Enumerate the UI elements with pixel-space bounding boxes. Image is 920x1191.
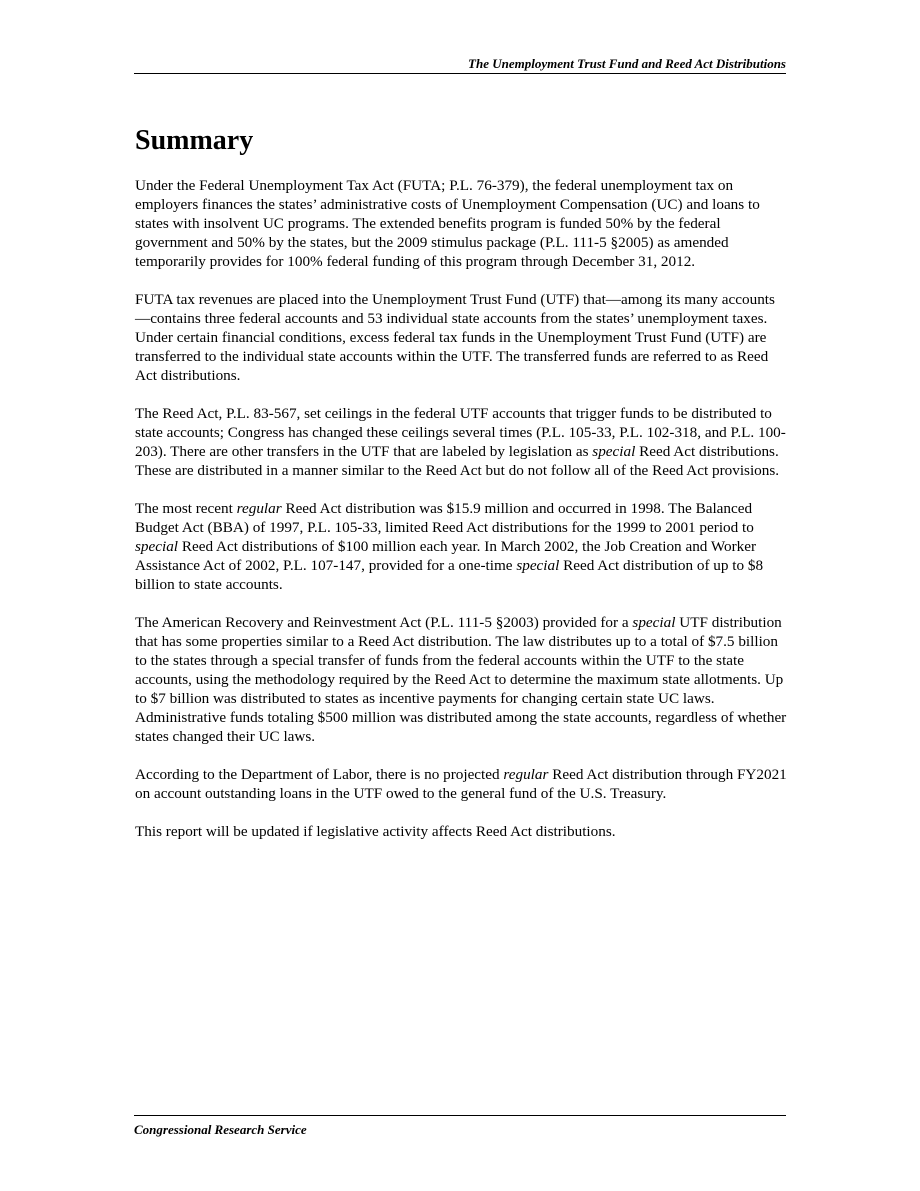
text-run: According to the Department of Labor, there is no projected (135, 766, 504, 783)
emphasis-term: special (516, 557, 560, 574)
paragraph-update-note: This report will be updated if legislative activity affects Reed Act distributions. (135, 823, 616, 840)
paragraph-arra (135, 613, 787, 746)
emphasis-term: special (135, 538, 179, 555)
text-run: Reed Act distributions. These are distributed in a manner similar to the Reed Act but do not follow all of the Reed Act provisions. (135, 443, 780, 479)
text-run: Reed Act distribution of up to $8 billion to state accounts. (135, 557, 764, 593)
emphasis-term: special (632, 614, 676, 631)
text-run: The American Recovery and Reinvestment Act (P.L. 111-5 §2003) provided for a (135, 614, 633, 631)
summary-body (135, 176, 787, 860)
paragraph-recent-distributions (135, 499, 787, 594)
paragraph-futa-overview: Under the Federal Unemployment Tax Act (FUTA; P.L. 76-379), the federal unemployment tax on employers finances the states’ administrative costs of Unemployment Compensation (UC) and loans to states with insolvent UC programs. The extended benefits program is funded 50% by the federal government and 50% by the states, but the 2009 stimulus package (P.L. 111-5 §2005) as amended temporarily provides for 100% federal funding of this program through December 31, 2012. (135, 177, 760, 270)
paragraph-trust-fund: FUTA tax revenues are placed into the Unemployment Trust Fund (UTF) that—among its many accounts—contains three federal accounts and 53 individual state accounts from the states’ unemployment taxes. Under certain financial conditions, excess federal tax funds in the Unemployment Trust Fund (UTF) are transferred to the individual state accounts within the UTF. The transferred funds are referred to as Reed Act distributions. (135, 291, 775, 384)
emphasis-term: regular (236, 500, 282, 517)
page-title: Summary (135, 125, 254, 156)
text-run: Reed Act distribution through FY2021 on account outstanding loans in the UTF owed to the general fund of the U.S. Treasury. (135, 766, 787, 802)
emphasis-term: special (592, 443, 636, 460)
text-run: UTF distribution that has some properties similar to a Reed Act distribution. The law distributes up to a total of $7.5 billion to the states through a special transfer of funds from the federal accounts within the UTF to the state accounts, using the methodology required by the Reed Act to determine the maximum state allotments. Up to $7 billion was distributed to states as incentive payments for changing certain state UC laws. Administrative funds totaling $500 million was distributed among the state accounts, regardless of whether states changed their UC laws. (135, 614, 787, 745)
paragraph-dol-projection (135, 765, 787, 803)
running-header: The Unemployment Trust Fund and Reed Act Distributions (134, 55, 786, 74)
running-footer: Congressional Research Service (134, 1115, 786, 1138)
emphasis-term: regular (503, 766, 549, 783)
paragraph-reed-act (135, 404, 787, 480)
text-run: The Reed Act, P.L. 83-567, set ceilings in the federal UTF accounts that trigger funds to be distributed to state accounts; Congress has changed these ceilings several times (P.L. 105-33, P.L. 102-318, and P.L. 100-203). There are other transfers in the UTF that are labeled by legislation as (135, 405, 786, 460)
text-run: The most recent (135, 500, 237, 517)
text-run: Reed Act distribution was $15.9 million and occurred in 1998. The Balanced Budget Act (BBA) of 1997, P.L. 105-33, limited Reed Act distributions for the 1999 to 2001 period to (135, 500, 754, 536)
text-run: Reed Act distributions of $100 million each year. In March 2002, the Job Creation and Worker Assistance Act of 2002, P.L. 107-147, provided for a one-time (135, 538, 757, 574)
